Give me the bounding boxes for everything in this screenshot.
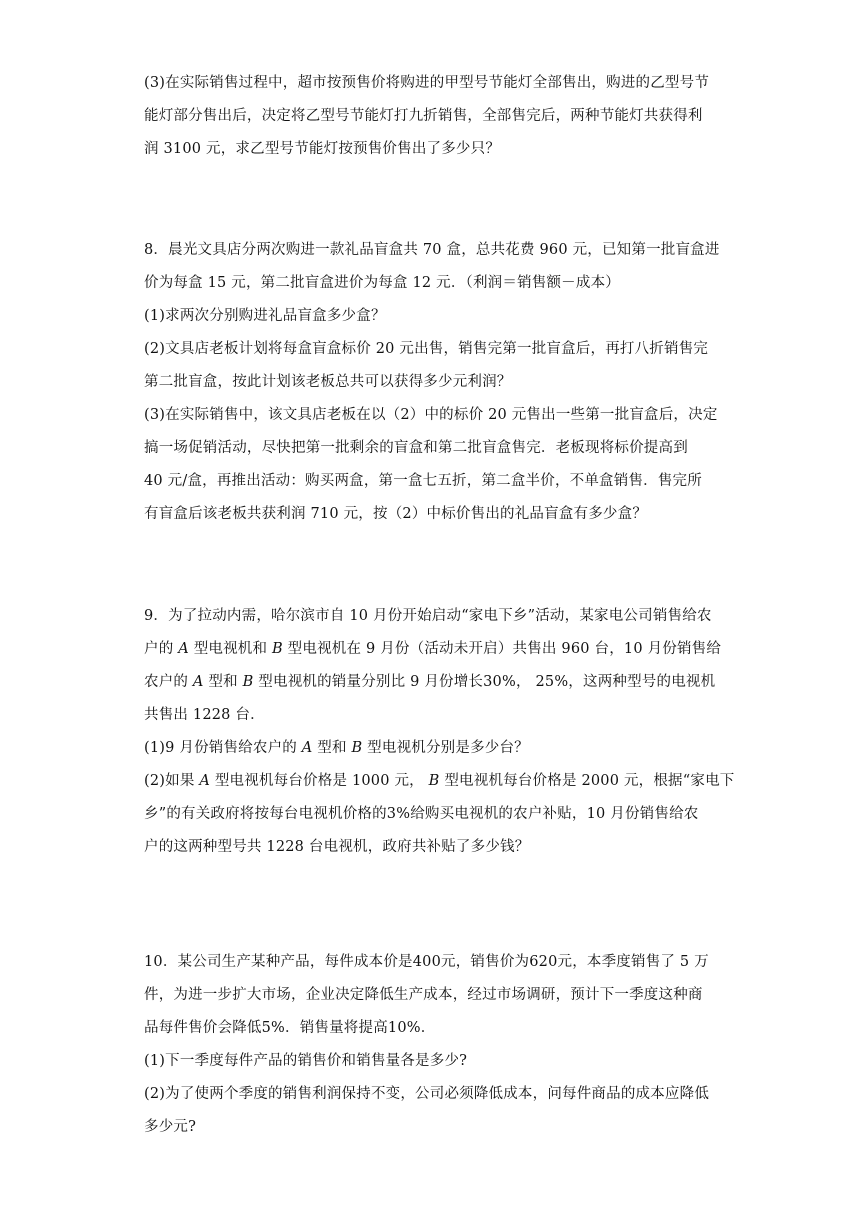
text-run: 共售出 1228 台． xyxy=(144,707,265,723)
text-run: 乡”的有关政府将按每台电视机价格的3%给购买电视机的农户补贴，10 月份销售给农 xyxy=(144,806,699,822)
text-run: 型电视机每台价格是 2000 元，根据“家电下 xyxy=(439,773,735,789)
question-8-part-2-line: (2)文具店老板计划将每盒盲盒标价 20 元出售，销售完第一批盲盒后，再打八折销售完 xyxy=(144,341,709,357)
question-9-part-2-line xyxy=(144,837,724,857)
text-run: 型和 xyxy=(312,740,352,756)
text-line: 能灯部分售出后，决定将乙型号节能灯打九折销售，全部售完后，两种节能灯共获得利 xyxy=(144,108,703,124)
variable-a: A xyxy=(301,740,313,756)
variable-a: A xyxy=(192,674,204,690)
text-line: (3)在实际销售过程中，超市按预售价将购进的甲型号节能灯全部售出，购进的乙型号节 xyxy=(144,75,710,91)
text-run: 型电视机在 9 月份（活动未开启）共售出 960 台，10 月份销售给 xyxy=(282,641,722,657)
question-9-part-2-line xyxy=(144,804,724,824)
variable-b: B xyxy=(242,674,254,690)
variable-b: B xyxy=(272,641,283,657)
text-run: 型电视机分别是多少台？ xyxy=(362,740,529,756)
variable-b: B xyxy=(428,773,440,789)
question-10-stem-line: 10．某公司生产某种产品，每件成本价是400元，销售价为620元，本季度销售了 5 万 xyxy=(144,954,709,970)
text-run: 型和 xyxy=(203,674,243,690)
question-9-stem-line xyxy=(144,639,724,659)
text-run: 型电视机每台价格是 1000 元， xyxy=(210,773,429,789)
text-run: 型电视机和 xyxy=(188,641,273,657)
question-8-part-3-line: (3)在实际销售中，该文具店老板在以（2）中的标价 20 元售出一些第一批盲盒后，决定 xyxy=(144,407,718,423)
question-10-stem-line: 件，为进一步扩大市场，企业决定降低生产成本，经过市场调研，预计下一季度这种商 xyxy=(144,987,703,1003)
question-9-stem-line xyxy=(144,705,724,725)
text-run: 型电视机的销量分别比 9 月份增长30%， 25%，这两种型号的电视机 xyxy=(253,674,716,690)
question-9-part-2-line xyxy=(144,771,735,791)
question-8-part-2-line: 第二批盲盒，按此计划该老板总共可以获得多少元利润？ xyxy=(144,374,512,390)
text-run: 农户的 xyxy=(144,674,193,690)
variable-a: A xyxy=(178,641,189,657)
text-run: 户的这两种型号共 1228 台电视机，政府共补贴了多少钱？ xyxy=(144,839,530,855)
question-9-stem-line xyxy=(144,606,724,626)
question-8-stem-line: 价为每盒 15 元，第二批盲盒进价为每盒 12 元．（利润＝销售额－成本） xyxy=(144,275,620,291)
text-run: 户的 xyxy=(144,641,179,657)
question-8-stem-line: 8．晨光文具店分两次购进一款礼品盲盒共 70 盒，总共花费 960 元，已知第一批盲盒进 xyxy=(144,242,720,258)
text-run: 9．为了拉动内需，哈尔滨市自 10 月份开始启动“家电下乡”活动，某家电公司销售给农 xyxy=(144,608,712,624)
text-run: (1)9 月份销售给农户的 xyxy=(144,740,302,756)
variable-b: B xyxy=(351,740,363,756)
question-10-part-2-line: 多少元? xyxy=(144,1119,197,1135)
variable-a: A xyxy=(199,773,211,789)
question-10-stem-line: 品每件售价会降低5%．销售量将提高10%． xyxy=(144,1020,436,1036)
question-9-part-1 xyxy=(144,738,724,758)
question-10-part-1: (1)下一季度每件产品的销售价和销售量各是多少? xyxy=(144,1053,468,1069)
question-10-part-2-line: (2)为了使两个季度的销售利润保持不变，公司必须降低成本，问每件商品的成本应降低 xyxy=(144,1086,710,1102)
question-8-part-3-line: 搞一场促销活动，尽快把第一批剩余的盲盒和第二批盲盒售完．老板现将标价提高到 xyxy=(144,440,688,456)
question-8-part-3-line: 40 元/盒，再推出活动：购买两盒，第一盒七五折，第二盒半价，不单盒销售．售完所 xyxy=(144,473,702,489)
question-9-stem-line xyxy=(144,672,724,692)
question-8-part-1: (1)求两次分别购进礼品盲盒多少盒？ xyxy=(144,308,386,324)
question-8-part-3-line: 有盲盒后该老板共获利润 710 元，按（2）中标价售出的礼品盲盒有多少盒？ xyxy=(144,506,648,522)
text-run: (2)如果 xyxy=(144,773,200,789)
text-line: 润 3100 元，求乙型号节能灯按预售价售出了多少只？ xyxy=(144,141,501,157)
